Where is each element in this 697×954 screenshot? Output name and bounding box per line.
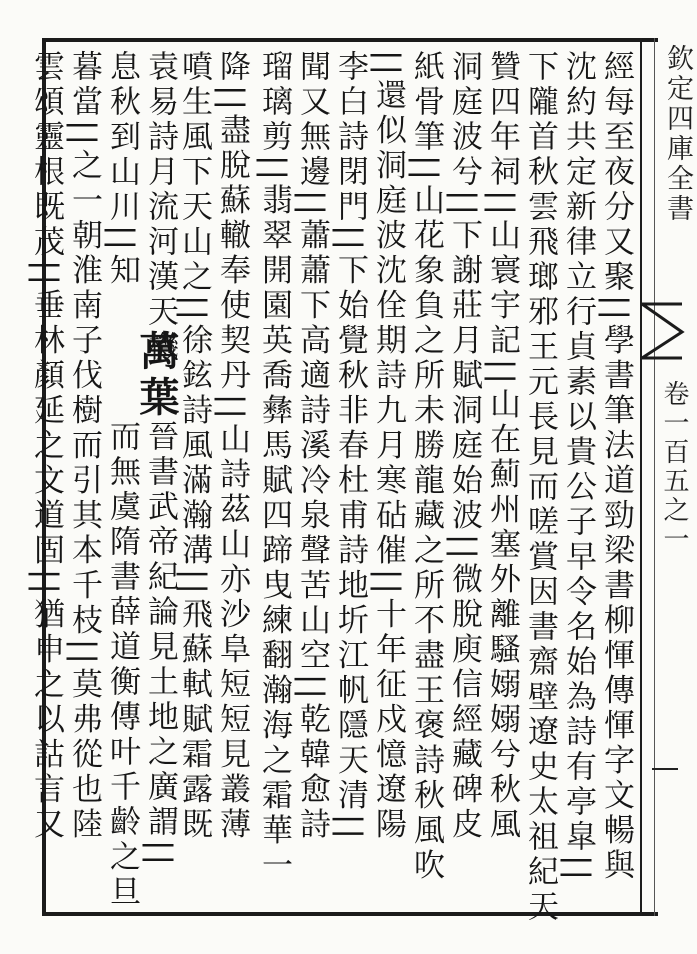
- text-column-8: 李白詩閉門||下始覺秋非春杜甫詩地圻江帆隱天清||: [332, 50, 368, 843]
- entry-heading-wanye: 萬葉: [133, 330, 180, 422]
- text-column-14-head-visible: [102, 50, 142, 289]
- banxin-mark: [652, 768, 678, 770]
- fishtail-mark-icon: [642, 298, 682, 368]
- heading-entry: [100, 330, 180, 422]
- text-column-1: 經每至夜分又聚||學書筆法道勁梁書柳惲傳惲字文暢與: [598, 50, 634, 884]
- text-column-7: ||還似洞庭波沈佺期詩九月寒砧催||十年征戍憶遼陽: [370, 50, 406, 843]
- text-column-4: 贊四年祠||山寰宇記||山在薊州塞外離騷嫋嫋兮秋風: [484, 50, 520, 843]
- text-column-14-head-visible-text: 息秋到山川||知: [104, 50, 140, 289]
- banxin-border: [640, 38, 642, 916]
- text-column-14-tail-visible: [102, 420, 142, 910]
- text-column-10: 瑠璃剪||翡翠開園英喬彝馬賦四蹄曳練翻瀚海之霜華一: [256, 50, 292, 884]
- banxin-inner-border: [654, 38, 655, 916]
- text-column-14-tail-visible-text: 而無虞隋書薛道衡傳叶千齡之旦: [104, 420, 140, 910]
- text-column-13-tail: [140, 420, 180, 869]
- text-column-16: 雲頌靈根既茂||垂林顏延之文道固||猶申之以詁言又: [28, 50, 64, 843]
- text-column-12: 噴生風下天山之||徐鉉詩風滿瀚溝||飛蘇軾賦霜露既: [176, 50, 212, 843]
- text-column-3: 下隴首秋雲飛瑯邪王元長見而嗟賞因書齋壁遼史太祖紀天: [522, 50, 558, 925]
- column-13-tail: 晉書武帝紀論見土地之廣謂||: [142, 420, 178, 869]
- column-13-head: 袁易詩月流河漢天機: [142, 50, 178, 365]
- book-title: 欽定四庫全書: [662, 44, 693, 224]
- text-column-5: 洞庭波兮||下謝莊月賦洞庭始波||微脫庾信經藏碑皮: [446, 50, 482, 843]
- text-column-15b: 暮當||之一朝淮南子伐樹而引其本千枝||莫弗從也陸: [66, 50, 102, 843]
- text-column-13: [140, 50, 180, 365]
- juan-number: 卷一百五之一: [659, 380, 689, 554]
- text-column-9: 聞又無邊||蕭蕭下高適詩溪冷泉聲苦山空||乾韓愈詩: [294, 50, 330, 843]
- text-column-6: 紙骨筆||山花象負之所未勝龍藏之所不盡王褒詩秋風吹: [408, 50, 444, 884]
- text-column-2: 沈約共定新律立行貞素以貴公子早令名始為詩有亭皐||: [560, 50, 596, 884]
- text-column-11: 降||盡脫蘇轍奉使契丹||山詩茲山亦沙阜短短見叢薄: [214, 50, 250, 843]
